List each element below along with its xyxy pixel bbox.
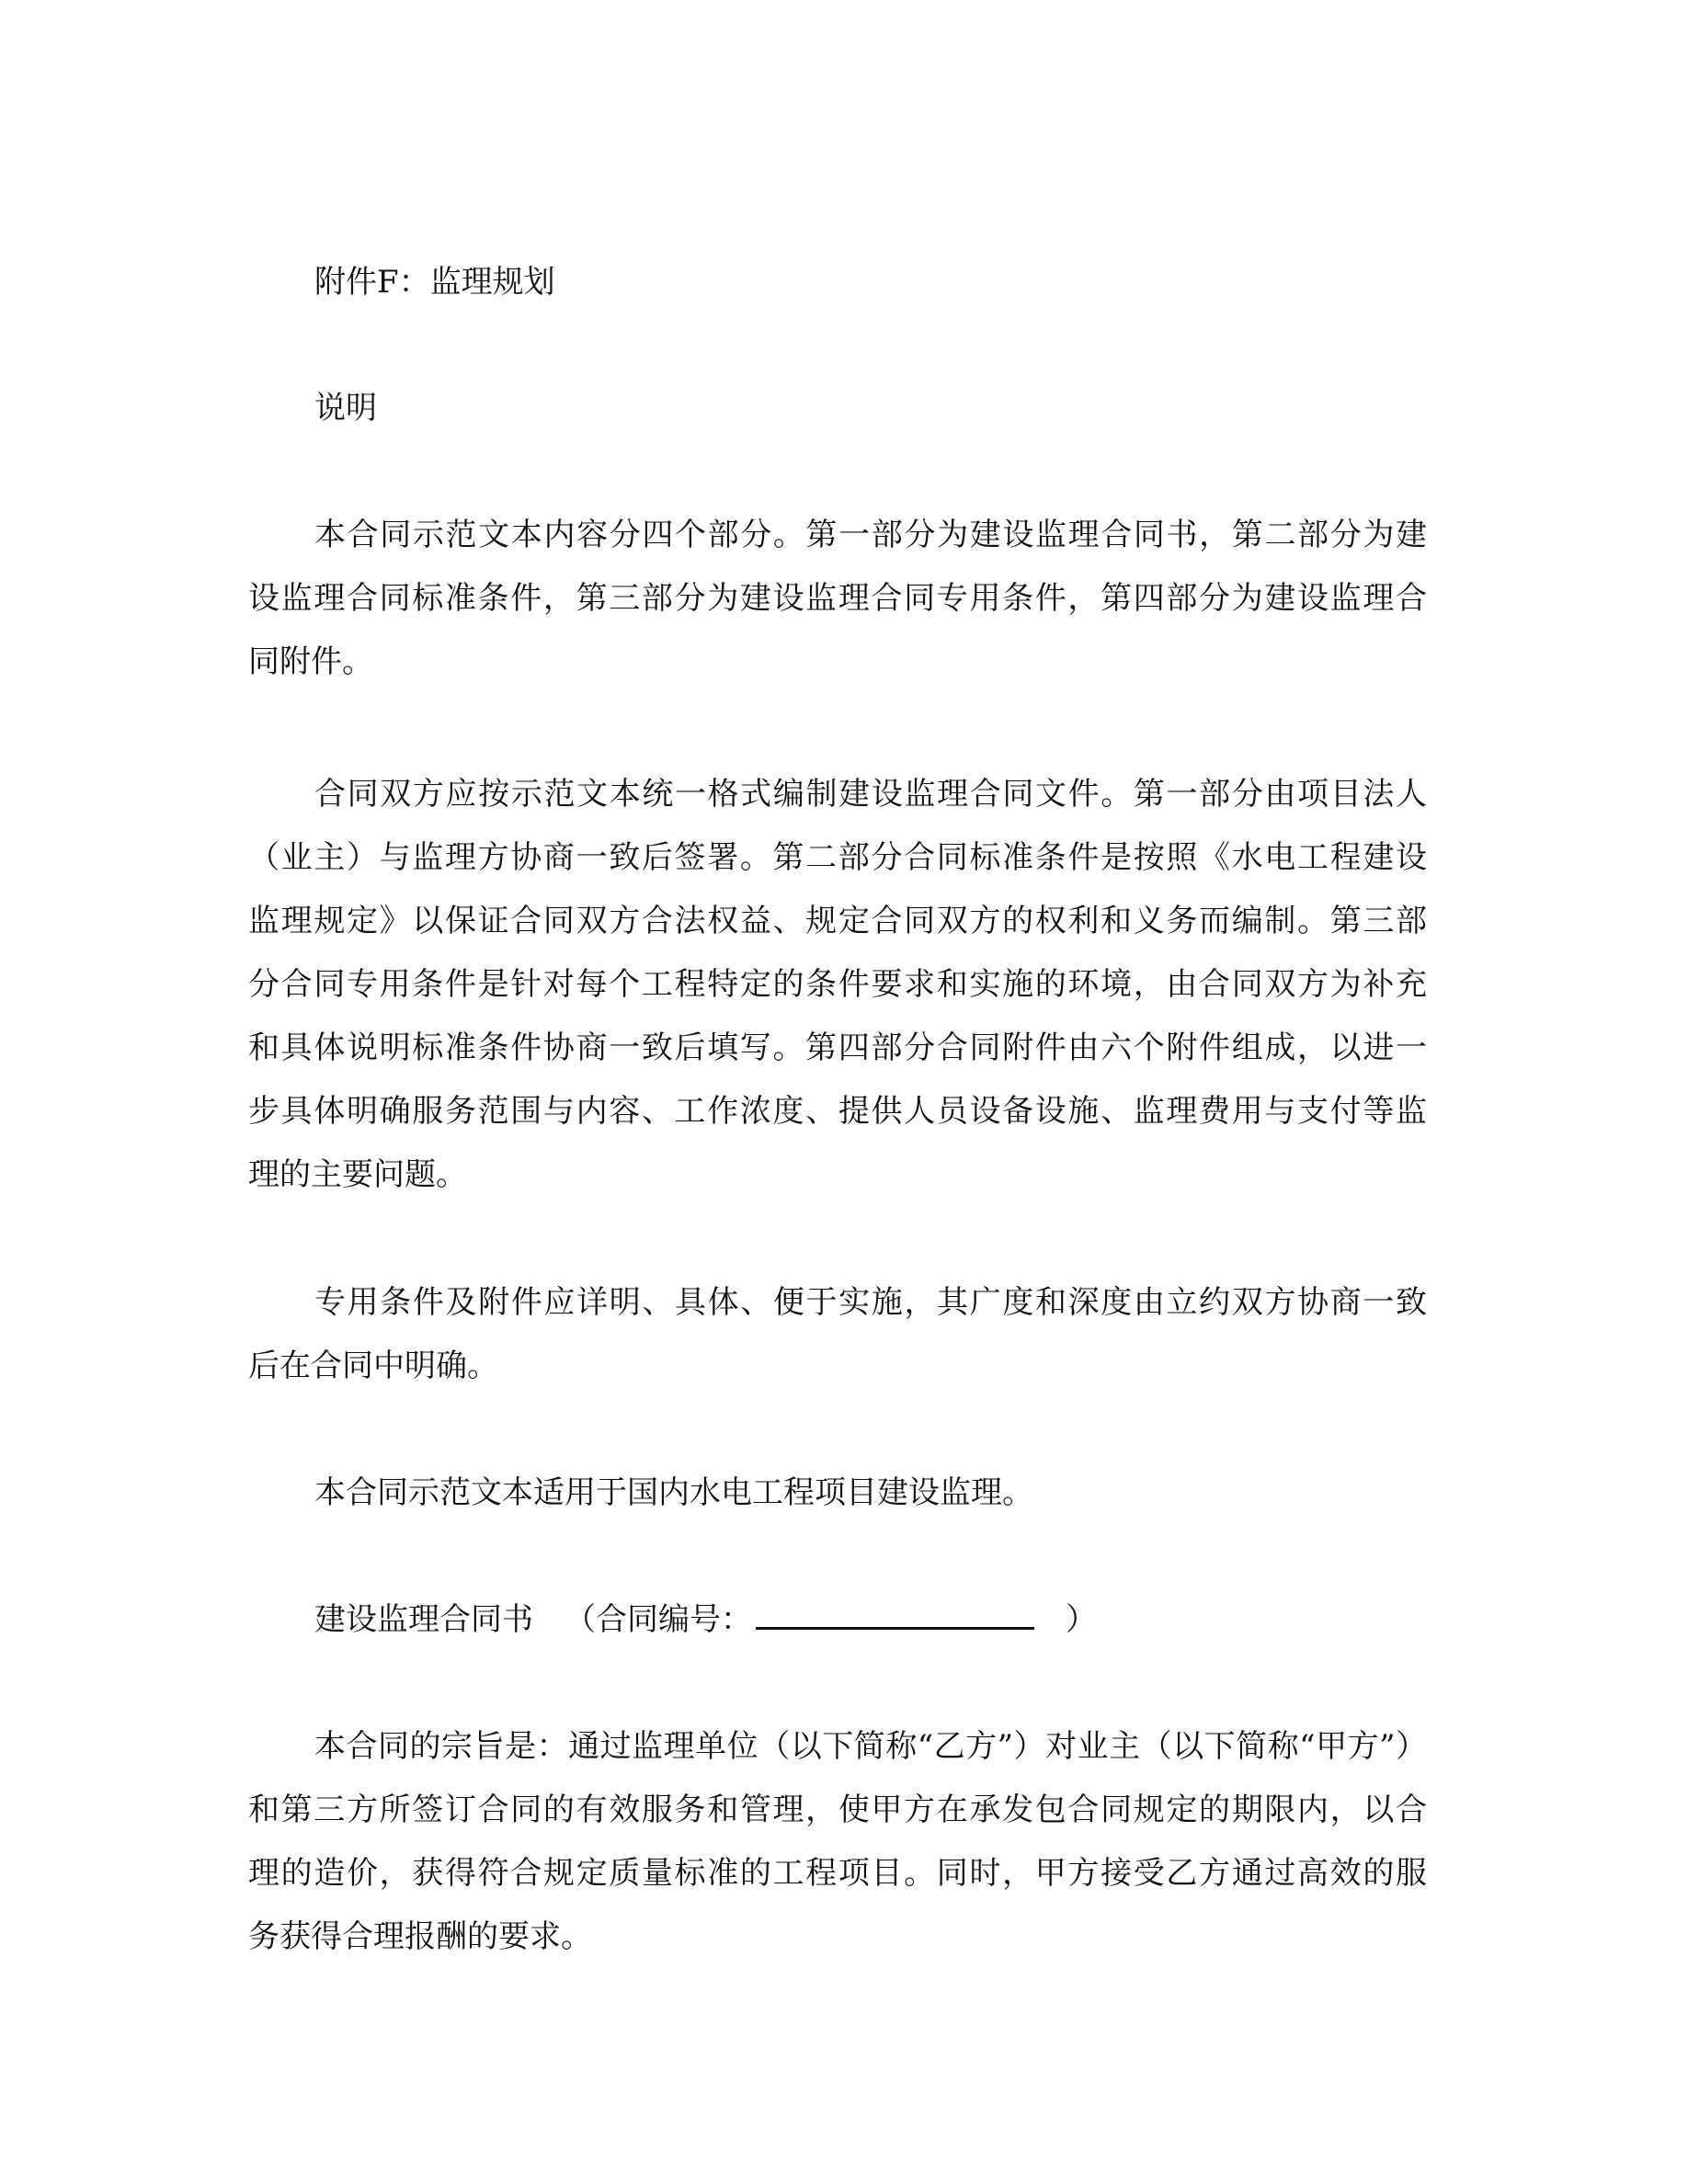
contract-number-label: （合同编号： <box>565 1601 752 1638</box>
line: 同附件。 <box>248 643 373 680</box>
line: 分合同专用条件是针对每个工程特定的条件要求和实施的环境，由合同双方为补充 <box>248 966 1427 1003</box>
line: 步具体明确服务范围与内容、工作浓度、提供人员设备设施、监理费用与支付等监 <box>248 1093 1427 1130</box>
line: 合同双方应按示范文本统一格式编制建设监理合同文件。第一部分由项目法人 <box>314 776 1427 813</box>
line: 和具体说明标准条件协商一致后填写。第四部分合同附件由六个附件组成，以进一 <box>248 1029 1427 1066</box>
subheading: 说明 <box>314 390 377 427</box>
line: 监理规定》以保证合同双方合法权益、规定合同双方的权利和义务而编制。第三部 <box>248 903 1427 939</box>
paragraph-4 <box>248 1462 1427 1525</box>
heading: 附件F：监理规划 <box>314 264 555 301</box>
paragraph-5 <box>248 1715 1427 1969</box>
line: 后在合同中明确。 <box>248 1348 498 1384</box>
contract-number-close: ） <box>1066 1601 1097 1638</box>
line: 务获得合理报酬的要求。 <box>248 1918 592 1955</box>
paragraph-1 <box>248 504 1427 694</box>
line: （业主）与监理方协商一致后签署。第二部分合同标准条件是按照《水电工程建设 <box>248 839 1427 876</box>
line: 设监理合同标准条件，第三部分为建设监理合同专用条件，第四部分为建设监理合 <box>248 580 1427 617</box>
line: 理的造价，获得符合规定质量标准的工程项目。同时，甲方接受乙方通过高效的服 <box>248 1855 1427 1892</box>
line: 本合同的宗旨是：通过监理单位（以下简称“乙方”）对业主（以下简称“甲方”） <box>314 1728 1427 1765</box>
line: 和第三方所签订合同的有效服务和管理，使甲方在承发包合同规定的期限内，以合 <box>248 1792 1427 1828</box>
line: 本合同示范文本适用于国内水电工程项目建设监理。 <box>314 1474 1033 1511</box>
line: 理的主要问题。 <box>248 1156 467 1193</box>
contract-title: 建设监理合同书 <box>314 1601 533 1638</box>
paragraph-3 <box>248 1271 1427 1398</box>
contract-number-line <box>314 1588 1097 1652</box>
line: 本合同示范文本内容分四个部分。第一部分为建设监理合同书，第二部分为建 <box>314 517 1427 553</box>
line: 专用条件及附件应详明、具体、便于实施，其广度和深度由立约双方协商一致 <box>314 1284 1427 1321</box>
contract-number-field[interactable] <box>756 1590 1034 1630</box>
paragraph-2 <box>248 763 1427 1207</box>
